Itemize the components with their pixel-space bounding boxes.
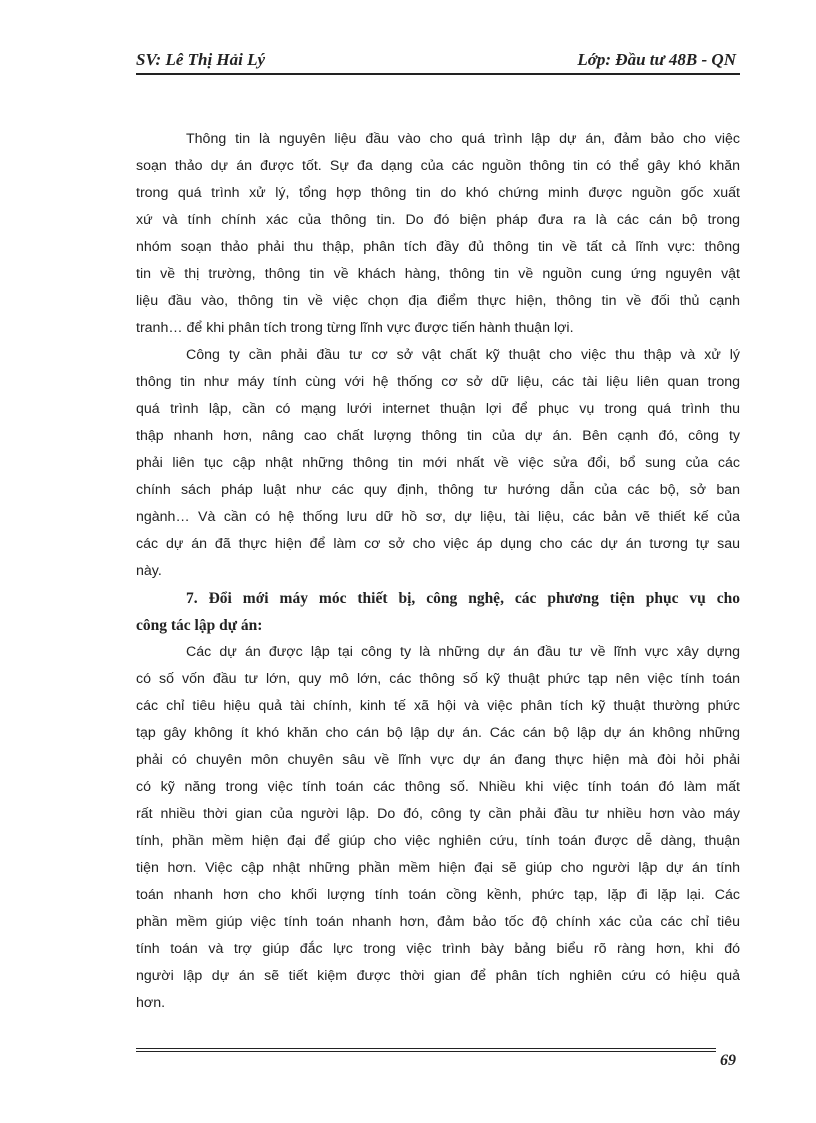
text-line: phải có chuyên môn chuyên sâu về lĩnh vực dự án đang thực hiện mà đòi hỏi phải	[136, 752, 740, 768]
text-line: tạp gây không ít khó khăn cho cán bộ lập dự án. Các cán bộ lập dự án không những	[136, 725, 740, 741]
text-line: tính toán và trợ giúp đắc lực trong việc trình bày bảng biểu rõ ràng hơn, khi đó	[136, 941, 740, 957]
page-body	[136, 126, 740, 1017]
text-line: hơn.	[136, 995, 166, 1011]
text-line: quá trình lập, cần có mạng lưới internet thuận lợi để phục vụ trong quá trình thu	[136, 401, 740, 417]
text-line: thập nhanh hơn, nâng cao chất lượng thông tin của dự án. Bên cạnh đó, công ty	[136, 428, 740, 444]
paragraph-1	[136, 126, 740, 342]
text-line: rất nhiều thời gian của người lập. Do đó, công ty cần phải đầu tư nhiều hơn vào máy	[136, 806, 740, 822]
text-line: toán nhanh hơn cho khối lượng tính toán cồng kềnh, phức tạp, lặp đi lặp lại. Các	[136, 887, 740, 903]
footer-divider	[136, 1048, 716, 1052]
text-line: có số vốn đầu tư lớn, quy mô lớn, các thông số kỹ thuật phức tạp nên việc tính toán	[136, 671, 740, 687]
paragraph-2	[136, 342, 740, 585]
class-name: Lớp: Đầu tư 48B - QN	[577, 50, 736, 69]
text-line: người lập dự án sẽ tiết kiệm được thời gian để phân tích nghiên cứu có hiệu quả	[136, 968, 740, 984]
text-line: soạn thảo dự án được tốt. Sự đa dạng của các nguồn thông tin có thể gây khó khăn	[136, 158, 740, 174]
text-line: tiện hơn. Việc cập nhật những phần mềm hiện đại sẽ giúp cho người lập dự án tính	[136, 860, 740, 876]
text-line: Công ty cần phải đầu tư cơ sở vật chất kỹ thuật cho việc thu thập và xử lý	[186, 347, 740, 363]
text-line: thông tin như máy tính cùng với hệ thống cơ sở dữ liệu, các tài liệu liên quan trong	[136, 374, 740, 390]
text-line: các chỉ tiêu hiệu quả tài chính, kinh tế xã hội và việc phân tích kỹ thuật thường phức	[136, 698, 740, 714]
text-line: tin về thị trường, thông tin về khách hàng, thông tin về nguồn cung ứng nguyên vật	[136, 266, 740, 282]
text-line: có kỹ năng trong việc tính toán các thông số. Nhiều khi việc tính toán đó làm mất	[136, 779, 740, 795]
text-line: ngành… Và cần có hệ thống lưu dữ hồ sơ, dự liệu, tài liệu, các bản vẽ thiết kế của	[136, 509, 740, 525]
text-line: chính sách pháp luật như các quy định, thông tư hướng dẫn của các bộ, sở ban	[136, 482, 740, 498]
text-line: liệu đầu vào, thông tin về việc chọn địa điểm thực hiện, thông tin về đối thủ cạnh	[136, 293, 740, 309]
student-name: SV: Lê Thị Hải Lý	[136, 50, 266, 69]
text-line: này.	[136, 563, 162, 579]
text-line: các dự án đã thực hiện để làm cơ sở cho việc áp dụng cho các dự án tương tự sau	[136, 536, 740, 552]
text-line: phần mềm giúp việc tính toán nhanh hơn, đảm bảo tốc độ chính xác của các chỉ tiêu	[136, 914, 740, 930]
heading-line: công tác lập dự án:	[136, 617, 263, 634]
page-header	[136, 48, 740, 72]
text-line: Các dự án được lập tại công ty là những dự án đầu tư về lĩnh vực xây dựng	[186, 644, 740, 660]
heading-line: 7. Đổi mới máy móc thiết bị, công nghệ, các phương tiện phục vụ cho	[186, 590, 740, 607]
text-line: tính, phần mềm hiện đại để giúp cho việc nghiên cứu, tính toán được dễ dàng, thuận	[136, 833, 740, 849]
section-heading	[136, 585, 740, 639]
text-line: Thông tin là nguyên liệu đầu vào cho quá trình lập dự án, đảm bảo cho việc	[186, 131, 740, 147]
paragraph-3	[136, 639, 740, 1017]
text-line: nhóm soạn thảo phải thu thập, phân tích đầy đủ thông tin về tất cả lĩnh vực: thông	[136, 239, 740, 255]
text-line: trong quá trình xử lý, tổng hợp thông tin do khó chứng minh được nguồn gốc xuất	[136, 185, 740, 201]
text-line: xứ và tính chính xác của thông tin. Do đó biện pháp đưa ra là các cán bộ trong	[136, 212, 740, 228]
text-line: tranh… để khi phân tích trong từng lĩnh vực được tiến hành thuận lợi.	[136, 320, 574, 336]
page-number: 69	[720, 1052, 736, 1069]
text-line: phải liên tục cập nhật những thông tin mới nhất về việc sửa đổi, bổ sung của các	[136, 455, 740, 471]
header-divider	[136, 73, 740, 75]
